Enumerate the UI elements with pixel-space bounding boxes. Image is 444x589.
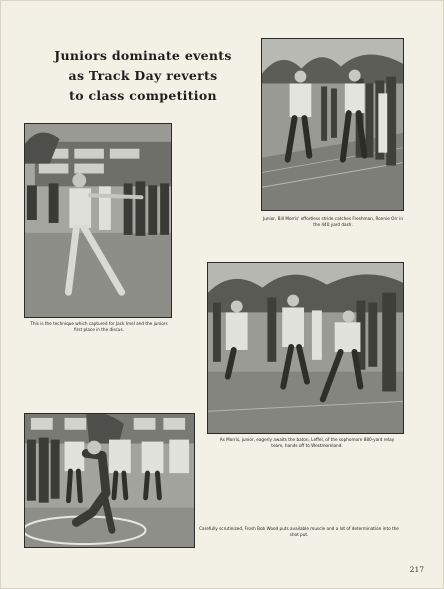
photo-discus <box>24 123 172 318</box>
photo-440-dash <box>261 38 404 211</box>
caption-shot-put: Carefully scrutinized, Frosh Bob Wood puts available muscle and a lot of determination into the shot put. <box>199 526 399 538</box>
photo-shot-put <box>24 413 195 548</box>
caption-440-dash: Junior, Bill Morris' effortless stride catches Freshman, Ronnie Orr in the 440 yard dash. <box>263 216 403 228</box>
headline-line-2: as Track Day reverts <box>68 68 218 83</box>
page-headline <box>38 46 248 106</box>
headline-line-1: Juniors dominate events <box>54 48 232 63</box>
caption-relay-handoff: As Morris, junior, eagerly awaits the baton, Leffel, of the sophomore 880-yard relay team, hands off to Westmoreland. <box>219 437 395 449</box>
headline-line-3: to class competition <box>69 88 217 103</box>
page-number: 217 <box>409 565 424 574</box>
photo-relay-handoff <box>207 262 404 434</box>
caption-discus: This is the technique which captured for Jack Imel and the juniors first place in the discus. <box>30 321 168 333</box>
